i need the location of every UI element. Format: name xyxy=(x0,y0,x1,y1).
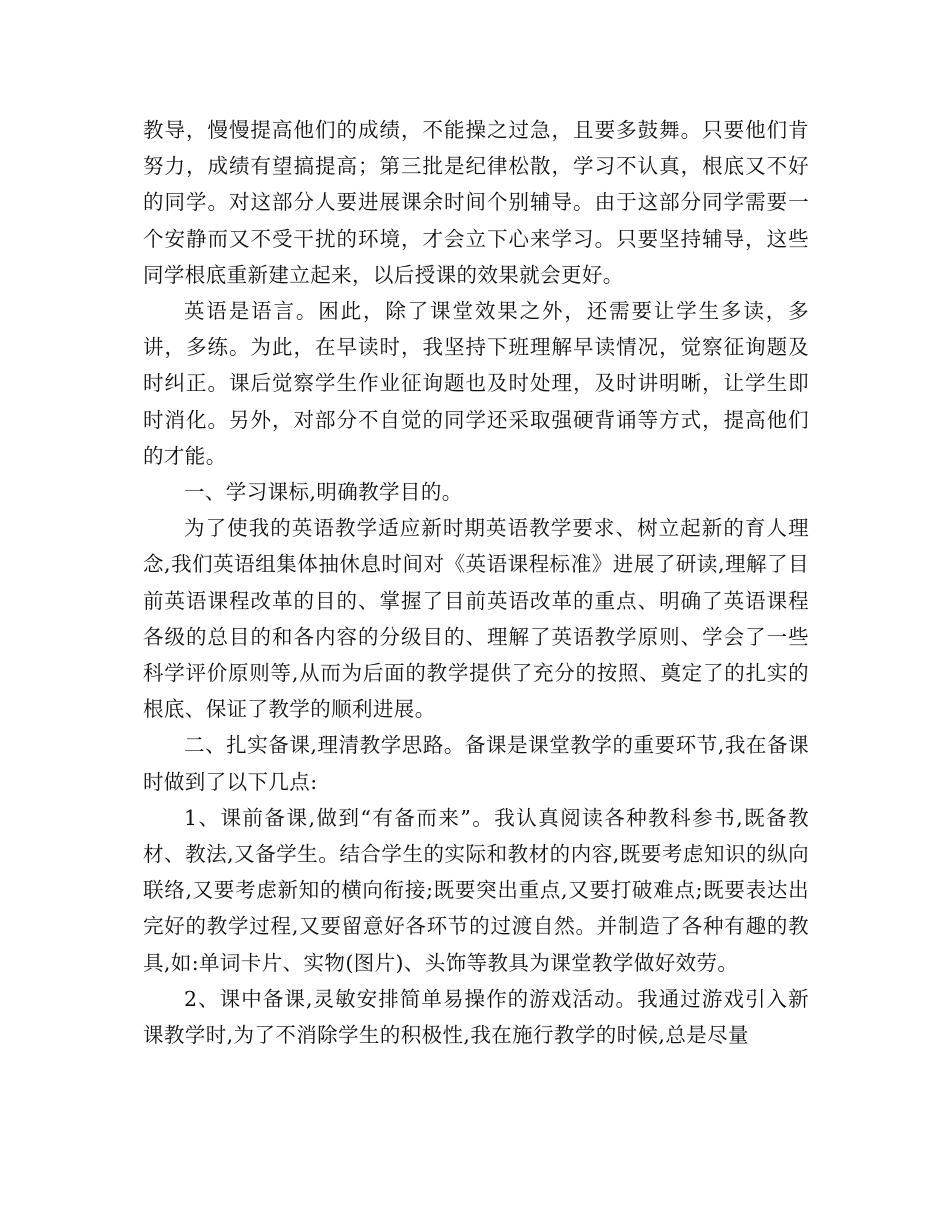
list-item-1: 1、课前备课,做到“有备而来”。我认真阅读各种教科参书,既备教材、教法,又备学生。结合学生的实际和教材的内容,既要考虑知识的纵向联络,又要考虑新知的横向衔接;既要突出重点,又要打破难点;既要表达出完好的教学过程,又要留意好各环节的过渡自然。并制造了各种有趣的教具,如:单词卡片、实物(图片)、头饰等教具为课堂教学做好效劳。 xyxy=(143,805,809,975)
section-heading-1: 一、学习课标,明确教学目的。 xyxy=(184,480,463,505)
document-body xyxy=(143,112,809,1053)
paragraph-2: 英语是语言。困此，除了课堂效果之外，还需要让学生多读，多讲，多练。为此，在早读时，我坚持下班理解早读情况，觉察征询题及时纠正。课后觉察学生作业征询题也及时处理，及时讲明晰，让学生即时消化。另外，对部分不自觉的同学还采取强硬背诵等方式，提高他们的才能。 xyxy=(143,299,809,468)
paragraph-1: 教导，慢慢提高他们的成绩，不能操之过急，且要多鼓舞。只要他们肯努力，成绩有望搞提高；第三批是纪律松散，学习不认真，根底又不好的同学。对这部分人要进展课余时间个别辅导。由于这部分同学需要一个安静而又不受干扰的环境，才会立下心来学习。只要坚持辅导，这些同学根底重新建立起来，以后授课的效果就会更好。 xyxy=(143,118,809,287)
paragraph-3: 为了使我的英语教学适应新时期英语教学要求、树立起新的育人理念,我们英语组集体抽休息时间对《英语课程标准》进展了研读,理解了目前英语课程改革的目的、掌握了目前英语改革的重点、明确了英语课程各级的总目的和各内容的分级目的、理解了英语教学原则、学会了一些科学评价原则等,从而为后面的教学提供了充分的按照、奠定了的扎实的根底、保证了教学的顺利进展。 xyxy=(143,516,809,722)
section-heading-2: 二、扎实备课,理清教学思路。备课是课堂教学的重要环节,我在备课时做到了以下几点: xyxy=(143,733,809,794)
list-item-2: 2、课中备课,灵敏安排简单易操作的游戏活动。我通过游戏引入新课教学时,为了不消除学生的积极性,我在施行教学的时候,总是尽量 xyxy=(143,986,809,1048)
